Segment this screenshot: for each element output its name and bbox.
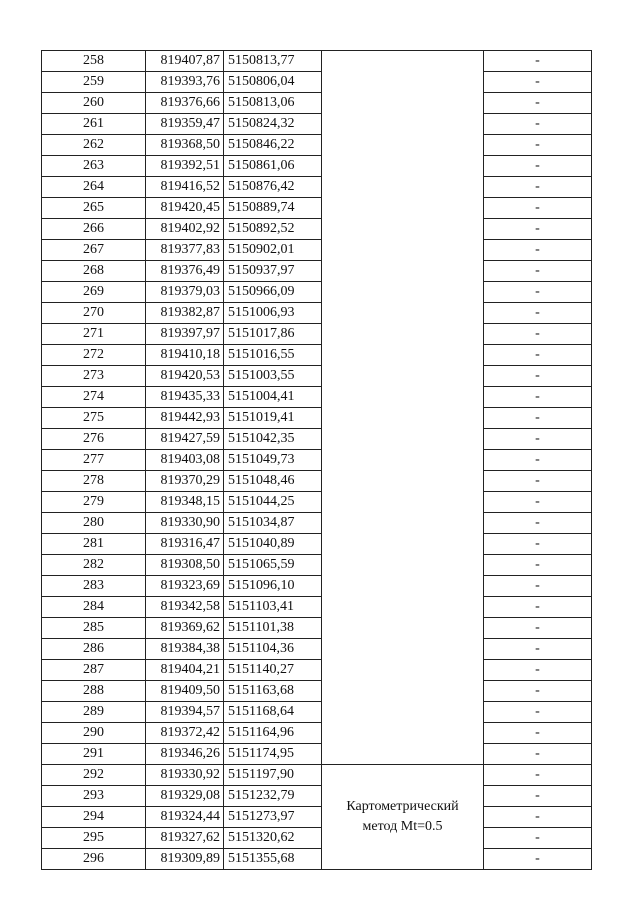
y-coordinate-cell: 5151017,86 <box>224 324 322 345</box>
y-coordinate-cell: 5151003,55 <box>224 366 322 387</box>
point-number-cell: 287 <box>42 660 146 681</box>
y-coordinate-cell: 5151040,89 <box>224 534 322 555</box>
x-coordinate-cell: 819369,62 <box>146 618 224 639</box>
y-coordinate-cell: 5151273,97 <box>224 807 322 828</box>
point-number-cell: 258 <box>42 51 146 72</box>
point-number-cell: 285 <box>42 618 146 639</box>
table-row <box>42 660 592 681</box>
y-coordinate-cell: 5150902,01 <box>224 240 322 261</box>
method-cell <box>322 555 484 576</box>
table-row <box>42 156 592 177</box>
table-row <box>42 303 592 324</box>
y-coordinate-cell: 5150846,22 <box>224 135 322 156</box>
accuracy-cell: - <box>484 450 592 471</box>
table-row <box>42 282 592 303</box>
method-cell <box>322 429 484 450</box>
table-row <box>42 471 592 492</box>
table-row <box>42 51 592 72</box>
point-number-cell: 290 <box>42 723 146 744</box>
y-coordinate-cell: 5150861,06 <box>224 156 322 177</box>
x-coordinate-cell: 819384,38 <box>146 639 224 660</box>
method-cell <box>322 93 484 114</box>
point-number-cell: 274 <box>42 387 146 408</box>
y-coordinate-cell: 5151004,41 <box>224 387 322 408</box>
y-coordinate-cell: 5151355,68 <box>224 849 322 870</box>
method-cell <box>322 618 484 639</box>
point-number-cell: 271 <box>42 324 146 345</box>
y-coordinate-cell: 5151096,10 <box>224 576 322 597</box>
table-row <box>42 765 592 786</box>
method-cell <box>322 492 484 513</box>
x-coordinate-cell: 819410,18 <box>146 345 224 366</box>
table-row <box>42 219 592 240</box>
table-row <box>42 240 592 261</box>
x-coordinate-cell: 819382,87 <box>146 303 224 324</box>
table-row <box>42 597 592 618</box>
method-cell <box>322 513 484 534</box>
point-number-cell: 280 <box>42 513 146 534</box>
y-coordinate-cell: 5151232,79 <box>224 786 322 807</box>
method-cell <box>322 51 484 72</box>
y-coordinate-cell: 5151103,41 <box>224 597 322 618</box>
point-number-cell: 284 <box>42 597 146 618</box>
point-number-cell: 272 <box>42 345 146 366</box>
method-cell <box>322 282 484 303</box>
accuracy-cell: - <box>484 828 592 849</box>
accuracy-cell: - <box>484 156 592 177</box>
table-row <box>42 450 592 471</box>
accuracy-cell: - <box>484 597 592 618</box>
y-coordinate-cell: 5151042,35 <box>224 429 322 450</box>
y-coordinate-cell: 5151163,68 <box>224 681 322 702</box>
table-row <box>42 828 592 849</box>
y-coordinate-cell: 5151016,55 <box>224 345 322 366</box>
point-number-cell: 264 <box>42 177 146 198</box>
method-note-line-2: метод Mt=0.5 <box>362 819 443 834</box>
x-coordinate-cell: 819376,66 <box>146 93 224 114</box>
point-number-cell: 260 <box>42 93 146 114</box>
y-coordinate-cell: 5151140,27 <box>224 660 322 681</box>
point-number-cell: 278 <box>42 471 146 492</box>
accuracy-cell: - <box>484 660 592 681</box>
x-coordinate-cell: 819372,42 <box>146 723 224 744</box>
point-number-cell: 295 <box>42 828 146 849</box>
point-number-cell: 279 <box>42 492 146 513</box>
point-number-cell: 263 <box>42 156 146 177</box>
point-number-cell: 270 <box>42 303 146 324</box>
method-cell <box>322 156 484 177</box>
method-note-cell <box>322 765 484 870</box>
accuracy-cell: - <box>484 744 592 765</box>
table-row <box>42 807 592 828</box>
accuracy-cell: - <box>484 324 592 345</box>
table-row <box>42 513 592 534</box>
accuracy-cell: - <box>484 807 592 828</box>
table-row <box>42 555 592 576</box>
accuracy-cell: - <box>484 681 592 702</box>
method-cell <box>322 387 484 408</box>
y-coordinate-cell: 5150813,77 <box>224 51 322 72</box>
accuracy-cell: - <box>484 534 592 555</box>
point-number-cell: 261 <box>42 114 146 135</box>
method-cell <box>322 639 484 660</box>
accuracy-cell: - <box>484 72 592 93</box>
x-coordinate-cell: 819397,97 <box>146 324 224 345</box>
x-coordinate-cell: 819376,49 <box>146 261 224 282</box>
accuracy-cell: - <box>484 93 592 114</box>
method-cell <box>322 408 484 429</box>
table-row <box>42 786 592 807</box>
method-cell <box>322 261 484 282</box>
accuracy-cell: - <box>484 702 592 723</box>
accuracy-cell: - <box>484 765 592 786</box>
point-number-cell: 262 <box>42 135 146 156</box>
x-coordinate-cell: 819368,50 <box>146 135 224 156</box>
point-number-cell: 292 <box>42 765 146 786</box>
table-row <box>42 387 592 408</box>
x-coordinate-cell: 819404,21 <box>146 660 224 681</box>
table-row <box>42 429 592 450</box>
accuracy-cell: - <box>484 282 592 303</box>
y-coordinate-cell: 5151197,90 <box>224 765 322 786</box>
accuracy-cell: - <box>484 555 592 576</box>
point-number-cell: 266 <box>42 219 146 240</box>
method-cell <box>322 681 484 702</box>
x-coordinate-cell: 819416,52 <box>146 177 224 198</box>
method-cell <box>322 702 484 723</box>
x-coordinate-cell: 819377,83 <box>146 240 224 261</box>
y-coordinate-cell: 5150806,04 <box>224 72 322 93</box>
method-cell <box>322 198 484 219</box>
x-coordinate-cell: 819330,92 <box>146 765 224 786</box>
point-number-cell: 288 <box>42 681 146 702</box>
accuracy-cell: - <box>484 471 592 492</box>
x-coordinate-cell: 819379,03 <box>146 282 224 303</box>
x-coordinate-cell: 819329,08 <box>146 786 224 807</box>
method-cell <box>322 114 484 135</box>
point-number-cell: 294 <box>42 807 146 828</box>
accuracy-cell: - <box>484 261 592 282</box>
accuracy-cell: - <box>484 513 592 534</box>
method-cell <box>322 723 484 744</box>
table-row <box>42 261 592 282</box>
x-coordinate-cell: 819323,69 <box>146 576 224 597</box>
coordinates-table <box>41 50 592 870</box>
method-cell <box>322 240 484 261</box>
x-coordinate-cell: 819342,58 <box>146 597 224 618</box>
y-coordinate-cell: 5151168,64 <box>224 702 322 723</box>
y-coordinate-cell: 5150937,97 <box>224 261 322 282</box>
accuracy-cell: - <box>484 345 592 366</box>
method-note-line-1: Картометрический <box>346 799 459 814</box>
point-number-cell: 296 <box>42 849 146 870</box>
document-sheet <box>41 50 592 870</box>
y-coordinate-cell: 5150876,42 <box>224 177 322 198</box>
accuracy-cell: - <box>484 408 592 429</box>
point-number-cell: 293 <box>42 786 146 807</box>
y-coordinate-cell: 5150892,52 <box>224 219 322 240</box>
x-coordinate-cell: 819346,26 <box>146 744 224 765</box>
method-cell <box>322 471 484 492</box>
table-row <box>42 408 592 429</box>
x-coordinate-cell: 819316,47 <box>146 534 224 555</box>
x-coordinate-cell: 819420,53 <box>146 366 224 387</box>
table-row <box>42 723 592 744</box>
method-cell <box>322 219 484 240</box>
y-coordinate-cell: 5150966,09 <box>224 282 322 303</box>
accuracy-cell: - <box>484 198 592 219</box>
accuracy-cell: - <box>484 429 592 450</box>
accuracy-cell: - <box>484 177 592 198</box>
point-number-cell: 269 <box>42 282 146 303</box>
point-number-cell: 283 <box>42 576 146 597</box>
point-number-cell: 275 <box>42 408 146 429</box>
x-coordinate-cell: 819427,59 <box>146 429 224 450</box>
y-coordinate-cell: 5150824,32 <box>224 114 322 135</box>
x-coordinate-cell: 819409,50 <box>146 681 224 702</box>
x-coordinate-cell: 819359,47 <box>146 114 224 135</box>
y-coordinate-cell: 5151048,46 <box>224 471 322 492</box>
table-row <box>42 177 592 198</box>
x-coordinate-cell: 819435,33 <box>146 387 224 408</box>
point-number-cell: 277 <box>42 450 146 471</box>
method-cell <box>322 597 484 618</box>
accuracy-cell: - <box>484 576 592 597</box>
x-coordinate-cell: 819420,45 <box>146 198 224 219</box>
point-number-cell: 273 <box>42 366 146 387</box>
method-cell <box>322 72 484 93</box>
x-coordinate-cell: 819327,62 <box>146 828 224 849</box>
table-row <box>42 702 592 723</box>
table-row <box>42 744 592 765</box>
table-row <box>42 849 592 870</box>
x-coordinate-cell: 819370,29 <box>146 471 224 492</box>
y-coordinate-cell: 5151034,87 <box>224 513 322 534</box>
method-cell <box>322 576 484 597</box>
x-coordinate-cell: 819324,44 <box>146 807 224 828</box>
accuracy-cell: - <box>484 303 592 324</box>
table-row <box>42 492 592 513</box>
y-coordinate-cell: 5151164,96 <box>224 723 322 744</box>
y-coordinate-cell: 5151104,36 <box>224 639 322 660</box>
x-coordinate-cell: 819393,76 <box>146 72 224 93</box>
x-coordinate-cell: 819442,93 <box>146 408 224 429</box>
method-cell <box>322 303 484 324</box>
table-row <box>42 198 592 219</box>
table-row <box>42 366 592 387</box>
table-row <box>42 324 592 345</box>
accuracy-cell: - <box>484 366 592 387</box>
accuracy-cell: - <box>484 135 592 156</box>
y-coordinate-cell: 5151006,93 <box>224 303 322 324</box>
method-cell <box>322 744 484 765</box>
table-row <box>42 345 592 366</box>
method-cell <box>322 660 484 681</box>
y-coordinate-cell: 5151101,38 <box>224 618 322 639</box>
method-cell <box>322 366 484 387</box>
y-coordinate-cell: 5150813,06 <box>224 93 322 114</box>
method-cell <box>322 450 484 471</box>
table-row <box>42 93 592 114</box>
x-coordinate-cell: 819330,90 <box>146 513 224 534</box>
y-coordinate-cell: 5151019,41 <box>224 408 322 429</box>
table-row <box>42 639 592 660</box>
method-cell <box>322 135 484 156</box>
point-number-cell: 291 <box>42 744 146 765</box>
table-row <box>42 114 592 135</box>
accuracy-cell: - <box>484 849 592 870</box>
x-coordinate-cell: 819308,50 <box>146 555 224 576</box>
point-number-cell: 286 <box>42 639 146 660</box>
table-row <box>42 534 592 555</box>
x-coordinate-cell: 819309,89 <box>146 849 224 870</box>
accuracy-cell: - <box>484 240 592 261</box>
point-number-cell: 281 <box>42 534 146 555</box>
method-cell <box>322 345 484 366</box>
point-number-cell: 267 <box>42 240 146 261</box>
accuracy-cell: - <box>484 387 592 408</box>
point-number-cell: 276 <box>42 429 146 450</box>
table-row <box>42 135 592 156</box>
table-row <box>42 681 592 702</box>
table-row <box>42 72 592 93</box>
accuracy-cell: - <box>484 639 592 660</box>
coordinates-table-body <box>42 51 592 870</box>
x-coordinate-cell: 819402,92 <box>146 219 224 240</box>
table-row <box>42 618 592 639</box>
x-coordinate-cell: 819407,87 <box>146 51 224 72</box>
accuracy-cell: - <box>484 492 592 513</box>
y-coordinate-cell: 5151174,95 <box>224 744 322 765</box>
x-coordinate-cell: 819348,15 <box>146 492 224 513</box>
x-coordinate-cell: 819394,57 <box>146 702 224 723</box>
method-cell <box>322 324 484 345</box>
x-coordinate-cell: 819403,08 <box>146 450 224 471</box>
method-cell <box>322 177 484 198</box>
point-number-cell: 289 <box>42 702 146 723</box>
y-coordinate-cell: 5151065,59 <box>224 555 322 576</box>
accuracy-cell: - <box>484 723 592 744</box>
method-cell <box>322 534 484 555</box>
accuracy-cell: - <box>484 51 592 72</box>
point-number-cell: 265 <box>42 198 146 219</box>
accuracy-cell: - <box>484 618 592 639</box>
point-number-cell: 268 <box>42 261 146 282</box>
y-coordinate-cell: 5151320,62 <box>224 828 322 849</box>
accuracy-cell: - <box>484 786 592 807</box>
y-coordinate-cell: 5151049,73 <box>224 450 322 471</box>
point-number-cell: 282 <box>42 555 146 576</box>
y-coordinate-cell: 5151044,25 <box>224 492 322 513</box>
y-coordinate-cell: 5150889,74 <box>224 198 322 219</box>
accuracy-cell: - <box>484 219 592 240</box>
accuracy-cell: - <box>484 114 592 135</box>
table-row <box>42 576 592 597</box>
x-coordinate-cell: 819392,51 <box>146 156 224 177</box>
point-number-cell: 259 <box>42 72 146 93</box>
